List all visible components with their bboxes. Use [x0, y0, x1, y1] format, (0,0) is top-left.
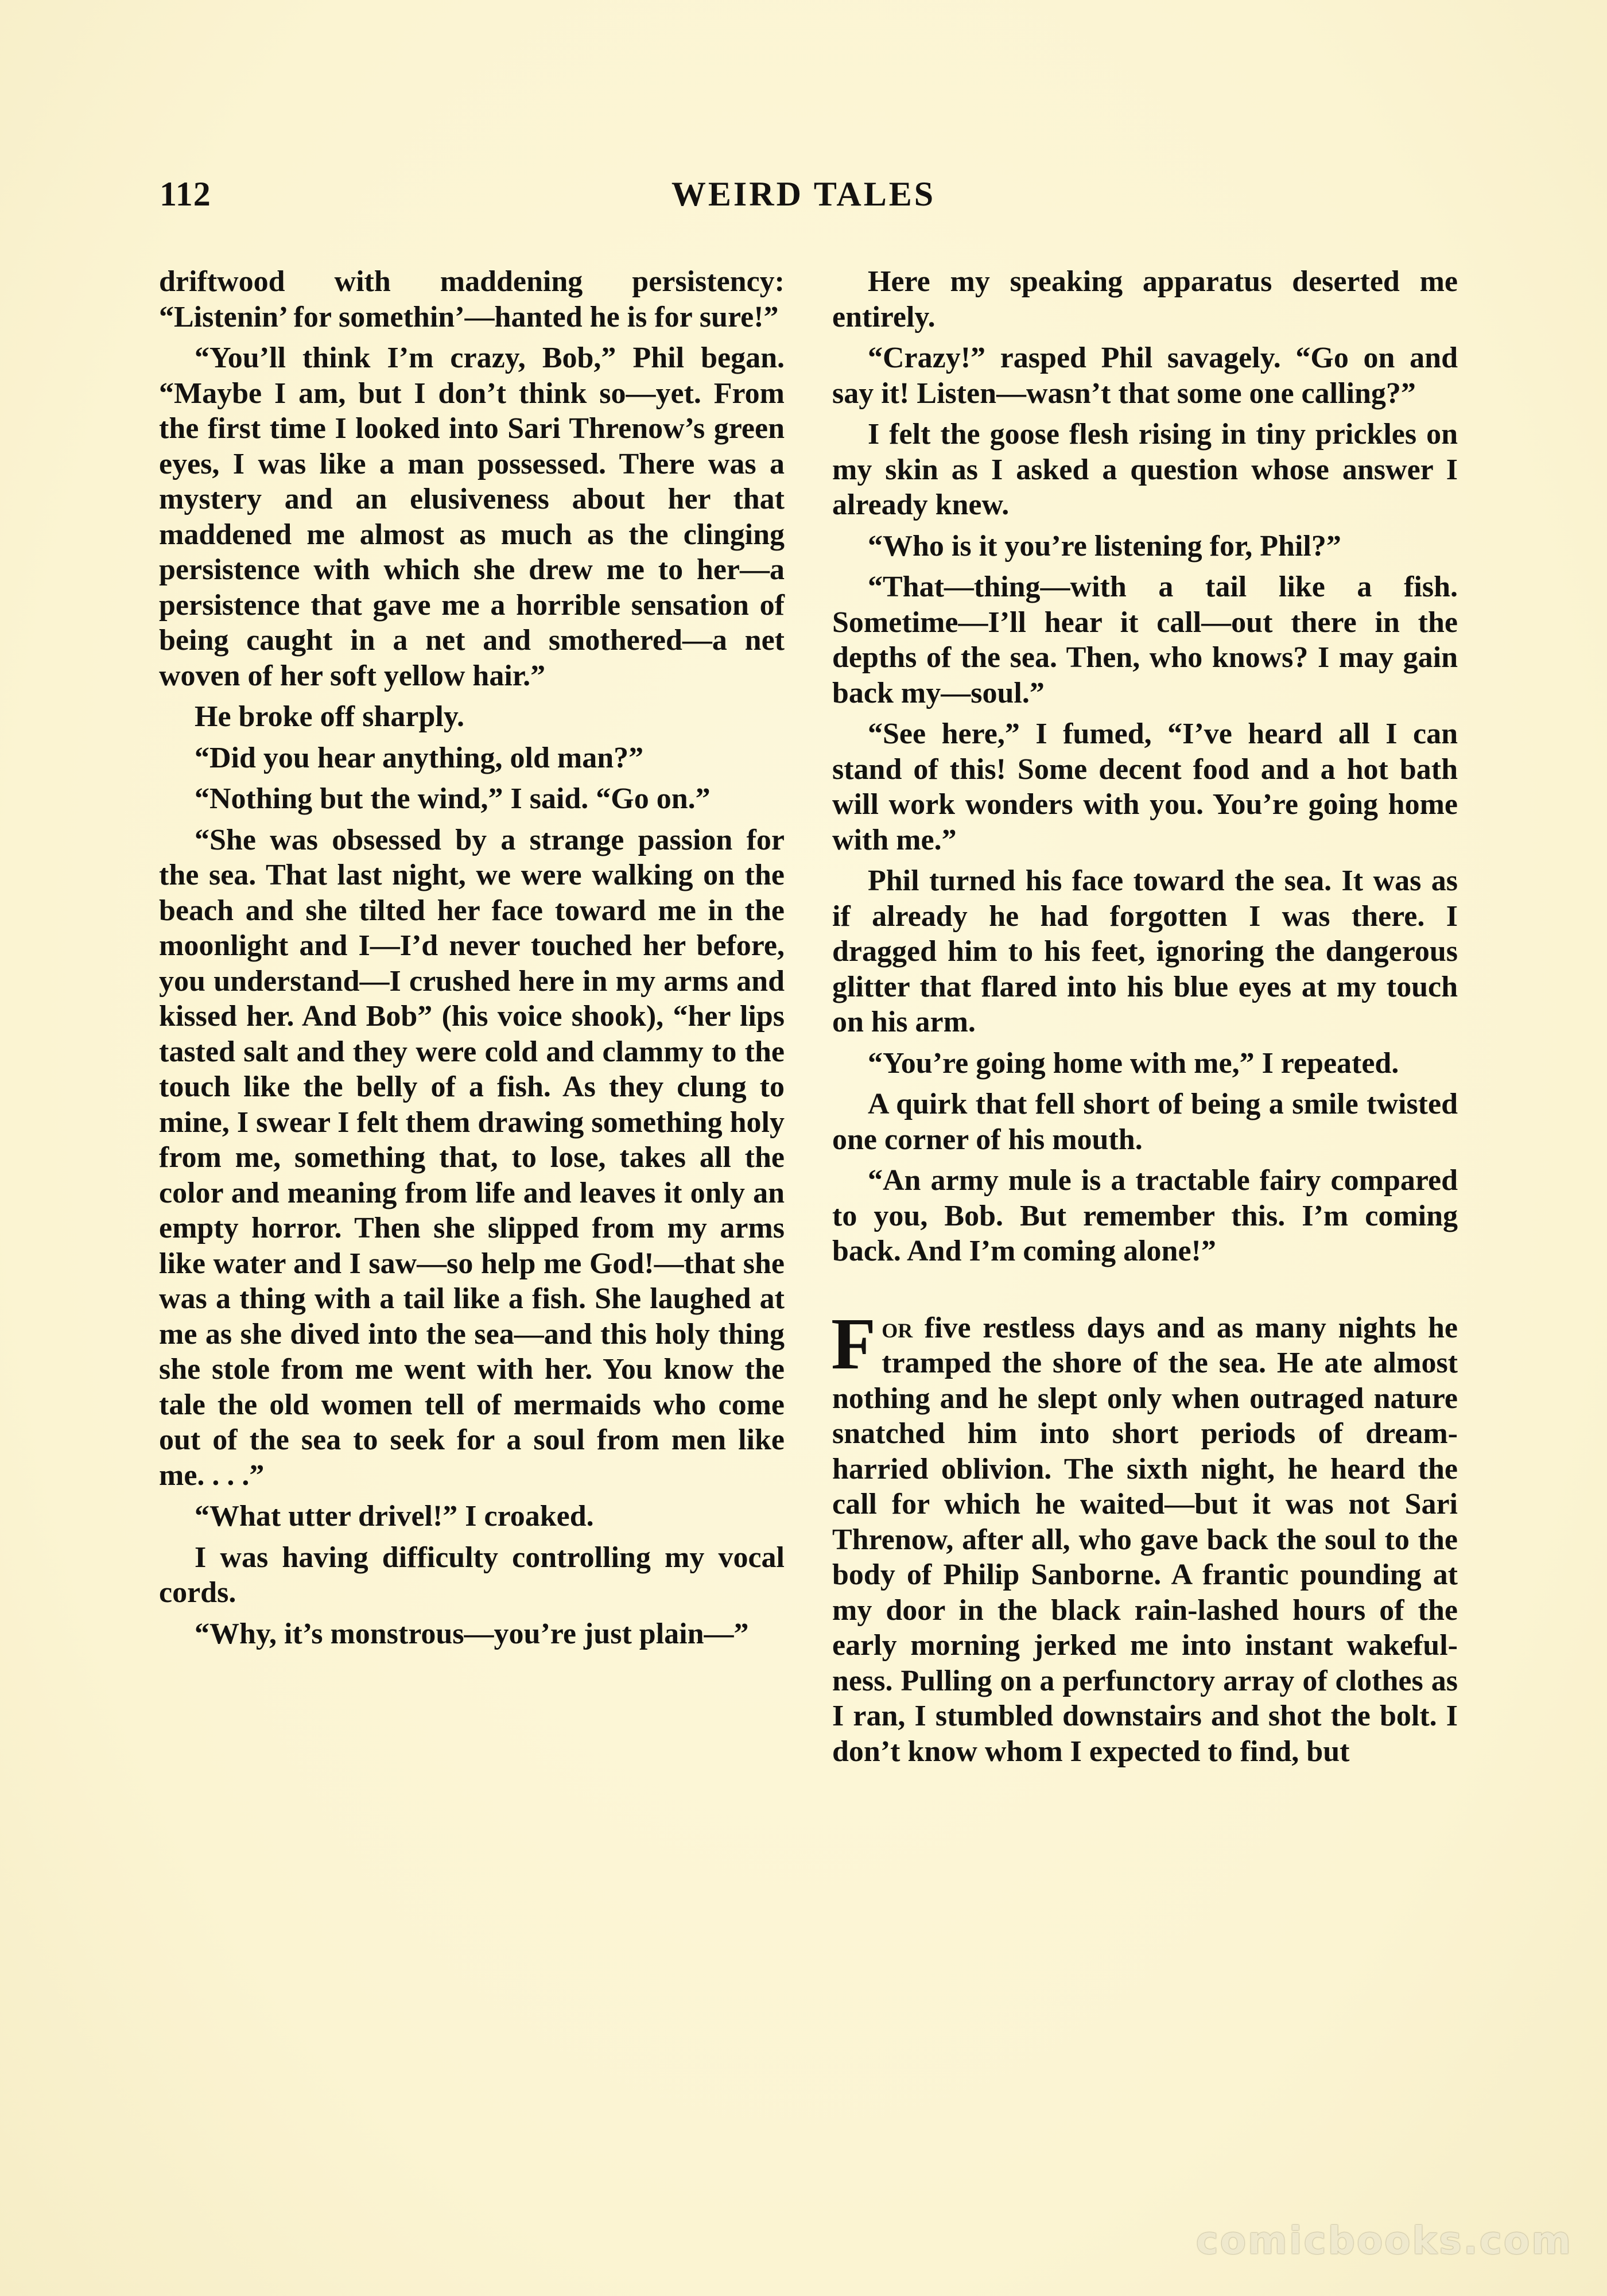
paragraph: “That—thing—with a tail like a fish. Sometime—I’ll hear it call—out there in the depths of the sea. Then, who knows? I may gain back my—soul.” — [832, 571, 1458, 709]
paragraph: He broke off sharply. — [195, 700, 464, 733]
paragraph: “You’ll think I’m crazy, Bob,” Phil began. “Maybe I am, but I don’t think so—yet. From the first time I looked into Sari Threnow’s green eyes, I was like a man possessed. There was a mystery and an elusiveness about her that maddened me almost as much as the clinging persistence with which she drew me to her—a persistence that gave me a horrible sensation of being caught in a net and smothered—a net woven of her soft yellow hair.” — [159, 342, 785, 692]
paragraph: “What utter drivel!” I croaked. — [195, 1500, 594, 1533]
paragraph: Phil turned his face toward the sea. It was as if already he had forgotten I was there. I dragged him to his feet, ignoring the dangerous glitter that flared into his blue eyes at my touch on his arm. — [832, 864, 1458, 1038]
section-opening-paragraph — [831, 1302, 1458, 1770]
paragraph: “Who is it you’re listening for, Phil?” — [868, 529, 1341, 563]
paragraph: “Why, it’s monstrous—you’re just plain—” — [195, 1617, 749, 1650]
paragraph: Here my speaking apparatus deserted me entirely. — [832, 265, 1458, 333]
paragraph: A quirk that fell short of being a smile twisted one corner of his mouth. — [832, 1088, 1458, 1156]
paragraph: “Crazy!” rasped Phil savagely. “Go on and say it! Listen—wasn’t that some one calling?” — [832, 342, 1458, 410]
left-column — [159, 264, 785, 1657]
paragraph: “An army mule is a tractable fairy compared to you, Bob. But remember this. I’m coming back. And I’m coming alone!” — [832, 1164, 1458, 1267]
opening-small-caps: or — [882, 1311, 913, 1344]
paragraph: I felt the goose flesh rising in tiny prickles on my skin as I asked a question whose answer I already knew. — [832, 418, 1458, 521]
paragraph: driftwood with maddening persistency: “Listenin’ for somethin’—hanted he is for sure!” — [159, 265, 785, 333]
paragraph: “Did you hear anything, old man?” — [195, 741, 644, 774]
paragraph: “See here,” I fumed, “I’ve heard all I can stand of this! Some decent food and a hot bath will work wonders with you. You’re going home with me.” — [832, 718, 1458, 856]
paragraph: “You’re going home with me,” I repeated. — [868, 1046, 1399, 1080]
paragraph: “Nothing but the wind,” I said. “Go on.” — [195, 782, 711, 815]
right-column — [832, 264, 1458, 1775]
watermark: comicbooks.com — [1195, 2219, 1573, 2263]
paragraph: “She was obsessed by a strange passion for the sea. That last night, we were walking on the beach and she tilted her face toward me in the moonlight and I—I’d never touched her before, you understand—I crushed here in my arms and kissed her. And Bob” (his voice shook), “her lips tasted salt and they were cold and clammy to the touch like the belly of a fish. As they clung to mine, I swear I felt them drawing something holy from me, something that, to lose, takes all the color and meaning from life and leaves it only an empty horror. Then she slipped from my arms like water and I saw—so help me God!—that she was a thing with a tail like a fish. She laughed at me as she dived into the sea—and this holy thing she stole from me went with her. You know the tale the old women tell of mermaids who come out of the sea to seek for a soul from men like me. . . .” — [159, 823, 785, 1492]
running-title: WEIRD TALES — [671, 175, 936, 213]
drop-cap: F — [831, 1302, 876, 1384]
page-number: 112 — [160, 175, 211, 213]
paragraph: I was having difficulty controlling my vocal cords. — [159, 1541, 785, 1609]
section-text: five restless days and as many nights he tramped the shore of the sea. He ate almost nothing and he slept only when outraged nature snatched him into short periods of dream-harried oblivion. The sixth night, he heard the call for which he waited—but it was not Sari Threnow, after all, who gave back the soul to the body of Philip Sanborne. A frantic pounding at my door in the black rain-lashed hours of the early morning jerked me into instant wakefulness. Pulling on a perfunctory array of clothes as I ran, I stumbled downstairs and shot the bolt. I don’t know whom I expected to find, but — [832, 1311, 1458, 1768]
